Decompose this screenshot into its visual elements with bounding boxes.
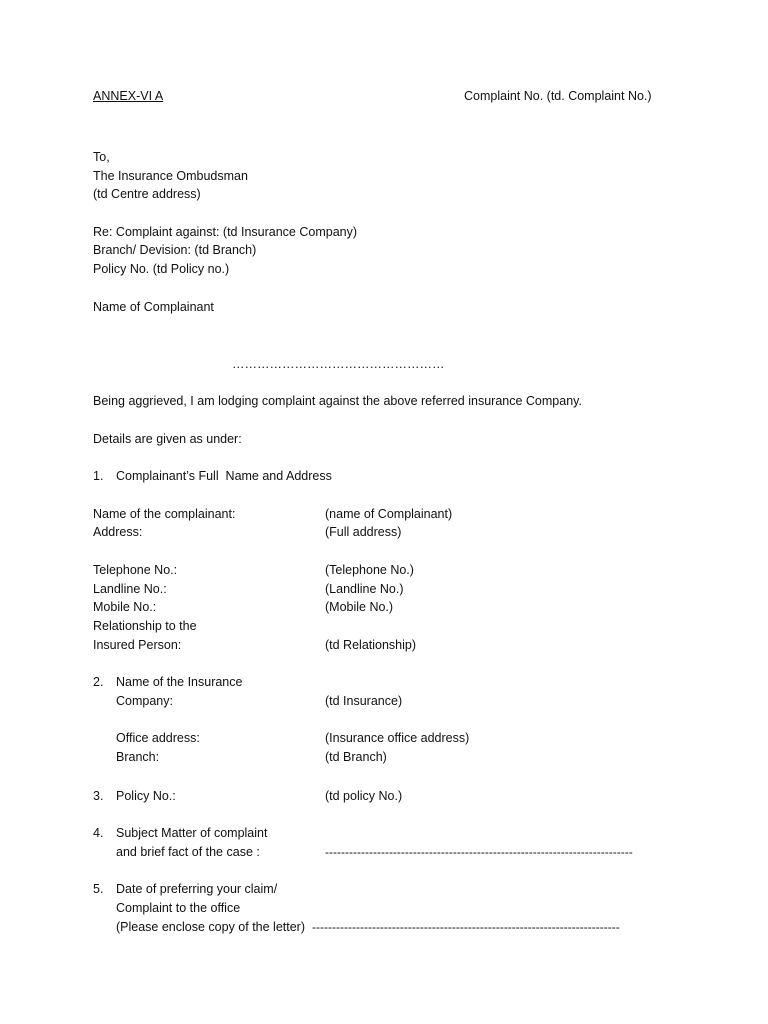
section2-number: 2. bbox=[93, 675, 104, 689]
annex-heading: ANNEX-VI A bbox=[93, 89, 164, 103]
complaint-number: Complaint No. (td. Complaint No.) bbox=[464, 89, 652, 103]
telephone-label: Telephone No.: bbox=[93, 563, 178, 577]
complainant-name-label: Name of Complainant bbox=[93, 300, 214, 314]
relationship-value: (td Relationship) bbox=[325, 638, 417, 652]
signature-dotted-line: …………………………………………… bbox=[232, 357, 445, 371]
relationship-label-line2: Insured Person: bbox=[93, 638, 182, 652]
section1-title: Complainant’s Full Name and Address bbox=[116, 469, 332, 483]
claim-date-label-line1: Date of preferring your claim/ bbox=[116, 882, 278, 896]
company-value: (td Insurance) bbox=[325, 694, 403, 708]
office-address-value: (Insurance office address) bbox=[325, 731, 470, 745]
details-intro: Details are given as under: bbox=[93, 432, 242, 446]
section2-title-line1: Name of the Insurance bbox=[116, 675, 243, 689]
salutation-to: To, bbox=[93, 150, 110, 164]
claim-date-label-line3: (Please enclose copy of the letter) bbox=[116, 920, 305, 934]
subject-label-line1: Subject Matter of complaint bbox=[116, 826, 268, 840]
section4-number: 4. bbox=[93, 826, 104, 840]
name-value: (name of Complainant) bbox=[325, 507, 453, 521]
section3-number: 3. bbox=[93, 789, 104, 803]
re-branch: Branch/ Devision: (td Branch) bbox=[93, 243, 257, 257]
section2-title-line2: Company: bbox=[116, 694, 173, 708]
claim-date-label-line2: Complaint to the office bbox=[116, 901, 241, 915]
landline-label: Landline No.: bbox=[93, 582, 167, 596]
re-policy: Policy No. (td Policy no.) bbox=[93, 262, 230, 276]
address-value: (Full address) bbox=[325, 525, 402, 539]
office-address-label: Office address: bbox=[116, 731, 200, 745]
centre-address: (td Centre address) bbox=[93, 187, 201, 201]
subject-dash-line: ----------------------------------------------------------------------------- bbox=[325, 845, 633, 859]
mobile-value: (Mobile No.) bbox=[325, 600, 394, 614]
telephone-value: (Telephone No.) bbox=[325, 563, 414, 577]
landline-value: (Landline No.) bbox=[325, 582, 404, 596]
section1-number: 1. bbox=[93, 469, 104, 483]
name-label: Name of the complainant: bbox=[93, 507, 236, 521]
policy-value: (td policy No.) bbox=[325, 789, 403, 803]
subject-label-line2: and brief fact of the case : bbox=[116, 845, 260, 859]
intro-paragraph: Being aggrieved, I am lodging complaint against the above referred insurance Company. bbox=[93, 394, 582, 408]
branch-value: (td Branch) bbox=[325, 750, 387, 764]
mobile-label: Mobile No.: bbox=[93, 600, 157, 614]
claim-date-dash-line: ----------------------------------------------------------------------------- bbox=[312, 920, 620, 934]
relationship-label-line1: Relationship to the bbox=[93, 619, 197, 633]
policy-label: Policy No.: bbox=[116, 789, 176, 803]
address-label: Address: bbox=[93, 525, 143, 539]
branch-label: Branch: bbox=[116, 750, 160, 764]
re-complaint-against: Re: Complaint against: (td Insurance Company) bbox=[93, 225, 358, 239]
section5-number: 5. bbox=[93, 882, 104, 896]
addressee: The Insurance Ombudsman bbox=[93, 169, 248, 183]
